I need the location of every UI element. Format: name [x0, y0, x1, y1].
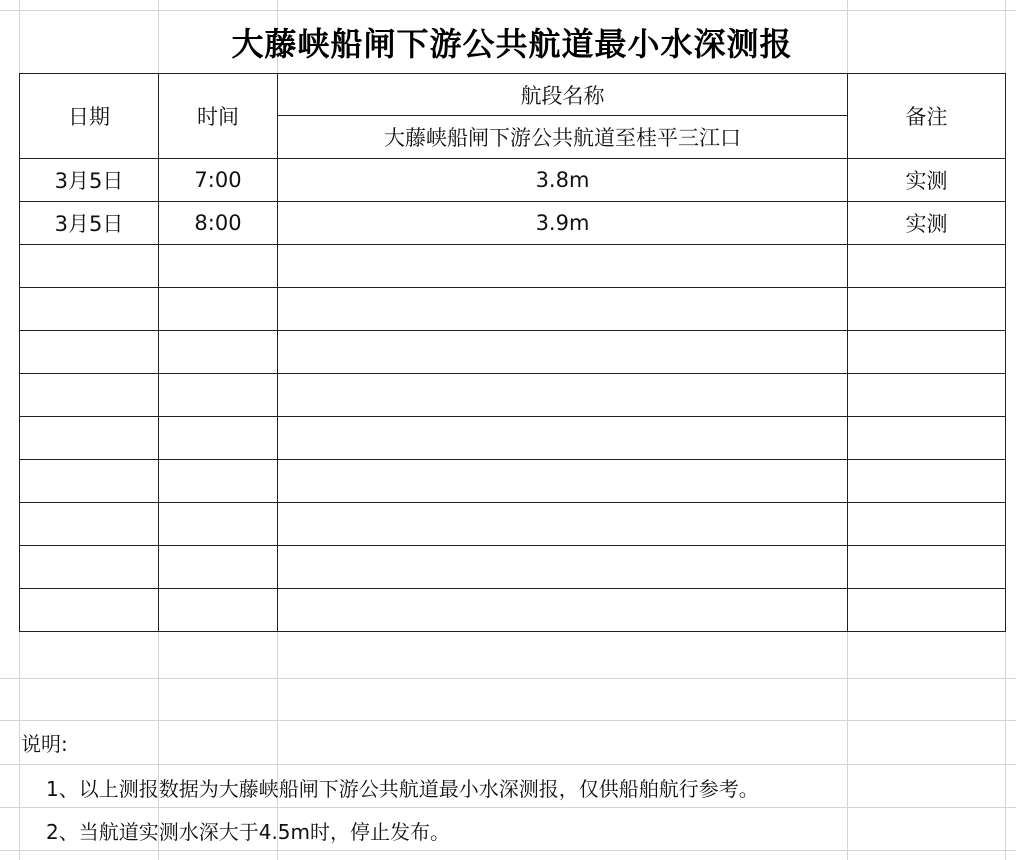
- cell-time[interactable]: [159, 460, 278, 503]
- cell-depth[interactable]: [278, 331, 848, 374]
- note-item: 1、以上测报数据为大藤峡船闸下游公共航道最小水深测报，仅供船舶航行参考。: [46, 777, 759, 801]
- cell-remark[interactable]: 实测: [848, 159, 1006, 202]
- cell-time[interactable]: 7:00: [159, 159, 278, 202]
- cell-depth[interactable]: [278, 417, 848, 460]
- cell-time[interactable]: [159, 546, 278, 589]
- note-item: 2、当航道实测水深大于4.5m时，停止发布。: [46, 820, 451, 844]
- table-row: [20, 288, 1006, 331]
- cell-remark[interactable]: [848, 546, 1006, 589]
- cell-remark[interactable]: [848, 503, 1006, 546]
- cell-depth[interactable]: [278, 245, 848, 288]
- report-title: 大藤峡船闸下游公共航道最小水深测报: [231, 25, 793, 63]
- table-row: [20, 331, 1006, 374]
- cell-remark[interactable]: [848, 245, 1006, 288]
- table-row: [20, 460, 1006, 503]
- cell-time[interactable]: [159, 331, 278, 374]
- cell-time[interactable]: [159, 589, 278, 632]
- table-row: [20, 374, 1006, 417]
- cell-time[interactable]: [159, 245, 278, 288]
- cell-remark[interactable]: [848, 331, 1006, 374]
- cell-date[interactable]: [20, 331, 159, 374]
- cell-date[interactable]: [20, 546, 159, 589]
- cell-depth[interactable]: [278, 546, 848, 589]
- depth-report-table: [19, 73, 1006, 632]
- cell-remark[interactable]: [848, 374, 1006, 417]
- cell-time[interactable]: [159, 417, 278, 460]
- header-remark: 备注: [848, 74, 1006, 159]
- cell-date[interactable]: 3月5日: [20, 202, 159, 245]
- table-row: [20, 159, 1006, 202]
- table-row: [20, 589, 1006, 632]
- header-section-label: 航段名称: [278, 74, 848, 116]
- cell-date[interactable]: [20, 589, 159, 632]
- header-section-name: 大藤峡船闸下游公共航道至桂平三江口: [278, 116, 848, 159]
- cell-date[interactable]: [20, 460, 159, 503]
- table-row: [20, 503, 1006, 546]
- table-row: [20, 417, 1006, 460]
- cell-remark[interactable]: [848, 417, 1006, 460]
- cell-date[interactable]: 3月5日: [20, 159, 159, 202]
- cell-time[interactable]: [159, 288, 278, 331]
- cell-date[interactable]: [20, 245, 159, 288]
- cell-remark[interactable]: [848, 589, 1006, 632]
- cell-time[interactable]: [159, 503, 278, 546]
- cell-date[interactable]: [20, 374, 159, 417]
- cell-depth[interactable]: 3.8m: [278, 159, 848, 202]
- cell-date[interactable]: [20, 288, 159, 331]
- cell-depth[interactable]: [278, 589, 848, 632]
- cell-depth[interactable]: [278, 460, 848, 503]
- table-row: [20, 245, 1006, 288]
- cell-depth[interactable]: [278, 503, 848, 546]
- cell-depth[interactable]: [278, 288, 848, 331]
- table-row: [20, 202, 1006, 245]
- cell-remark[interactable]: [848, 460, 1006, 503]
- cell-time[interactable]: 8:00: [159, 202, 278, 245]
- header-date: 日期: [20, 74, 159, 159]
- cell-time[interactable]: [159, 374, 278, 417]
- cell-date[interactable]: [20, 417, 159, 460]
- cell-depth[interactable]: 3.9m: [278, 202, 848, 245]
- header-time: 时间: [159, 74, 278, 159]
- cell-date[interactable]: [20, 503, 159, 546]
- cell-remark[interactable]: 实测: [848, 202, 1006, 245]
- notes-label: 说明:: [21, 732, 68, 756]
- cell-remark[interactable]: [848, 288, 1006, 331]
- table-row: [20, 546, 1006, 589]
- cell-depth[interactable]: [278, 374, 848, 417]
